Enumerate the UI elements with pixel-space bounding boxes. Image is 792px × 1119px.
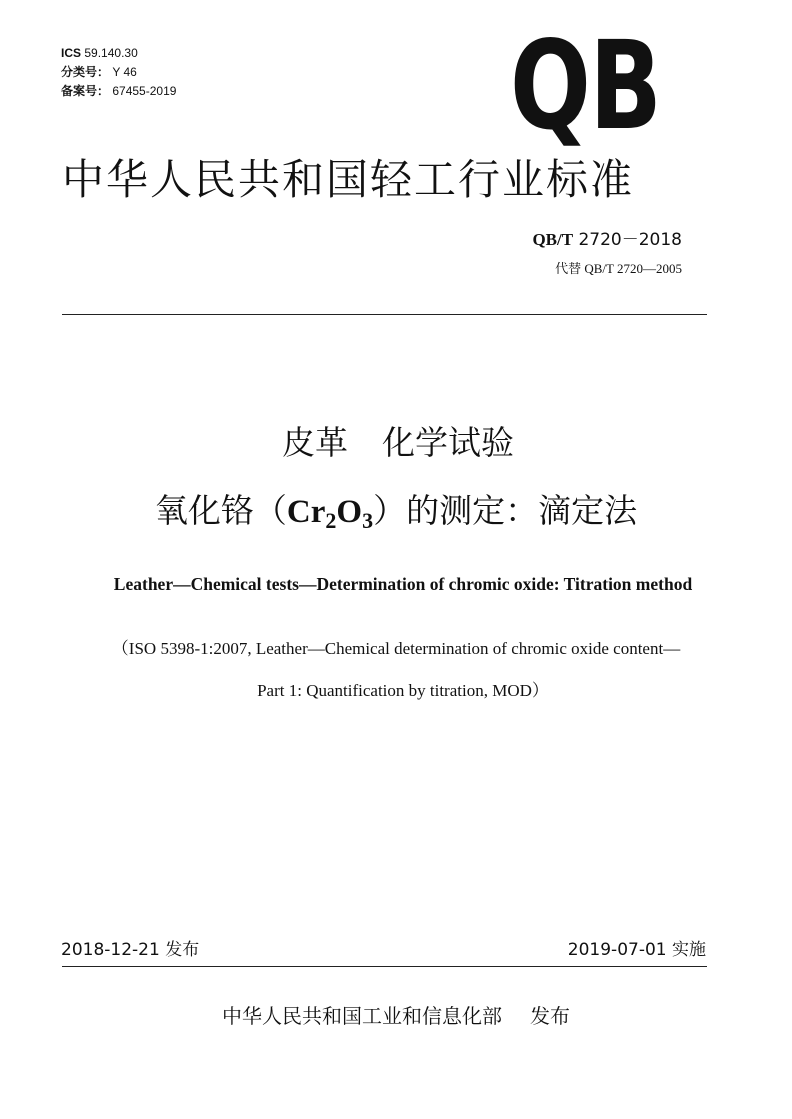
chem-o: O	[336, 494, 363, 530]
ics-row	[61, 44, 176, 63]
qb-logo: QB	[510, 15, 661, 157]
record-label: 备案号：	[61, 84, 110, 98]
bottom-divider	[62, 966, 707, 967]
replaces-note: 代替 QB/T 2720—2005	[555, 261, 682, 276]
title-part-chemical-tests: 化学试验	[382, 423, 514, 462]
category-label: 分类号：	[61, 65, 110, 79]
document-title-line1	[0, 420, 792, 466]
chem-sub-3: 3	[362, 508, 374, 533]
standard-code-prefix: QB/T	[532, 230, 574, 249]
standard-code-number: 2720－2018	[573, 230, 682, 250]
chem-cr: Cr	[286, 494, 326, 530]
category-row	[61, 63, 176, 82]
publisher-action: 发布	[530, 1004, 570, 1028]
iso-reference-line2: Part 1: Quantification by titration, MOD）	[257, 681, 549, 700]
issue-date: 2018-12-21 发布	[61, 940, 200, 960]
record-row	[61, 82, 176, 101]
record-value: 67455-2019	[112, 84, 177, 98]
iso-reference-line1: （ISO 5398-1:2007, Leather—Chemical determination of chromic oxide content—	[111, 639, 681, 658]
standard-title: 中华人民共和国轻工行业标准	[62, 155, 635, 204]
english-title: Leather—Chemical tests—Determination of chromic oxide: Titration method	[113, 574, 693, 594]
publisher	[0, 1002, 792, 1030]
chemical-formula	[286, 494, 374, 533]
implementation-date: 2019-07-01 实施	[567, 940, 706, 960]
document-meta	[61, 44, 176, 101]
ics-value: 59.140.30	[84, 46, 138, 60]
ics-label: ICS	[61, 46, 82, 60]
category-value: Y 46	[112, 65, 137, 79]
standard-code	[532, 228, 682, 252]
document-title-line2	[0, 488, 792, 535]
title-line2-prefix: 氧化铬（	[154, 491, 287, 530]
title-line2-suffix: ）的测定：滴定法	[373, 491, 638, 530]
publisher-name: 中华人民共和国工业和信息化部	[222, 1004, 502, 1028]
chem-sub-2: 2	[325, 508, 337, 533]
top-divider	[62, 314, 707, 315]
title-part-leather: 皮革	[282, 423, 348, 462]
